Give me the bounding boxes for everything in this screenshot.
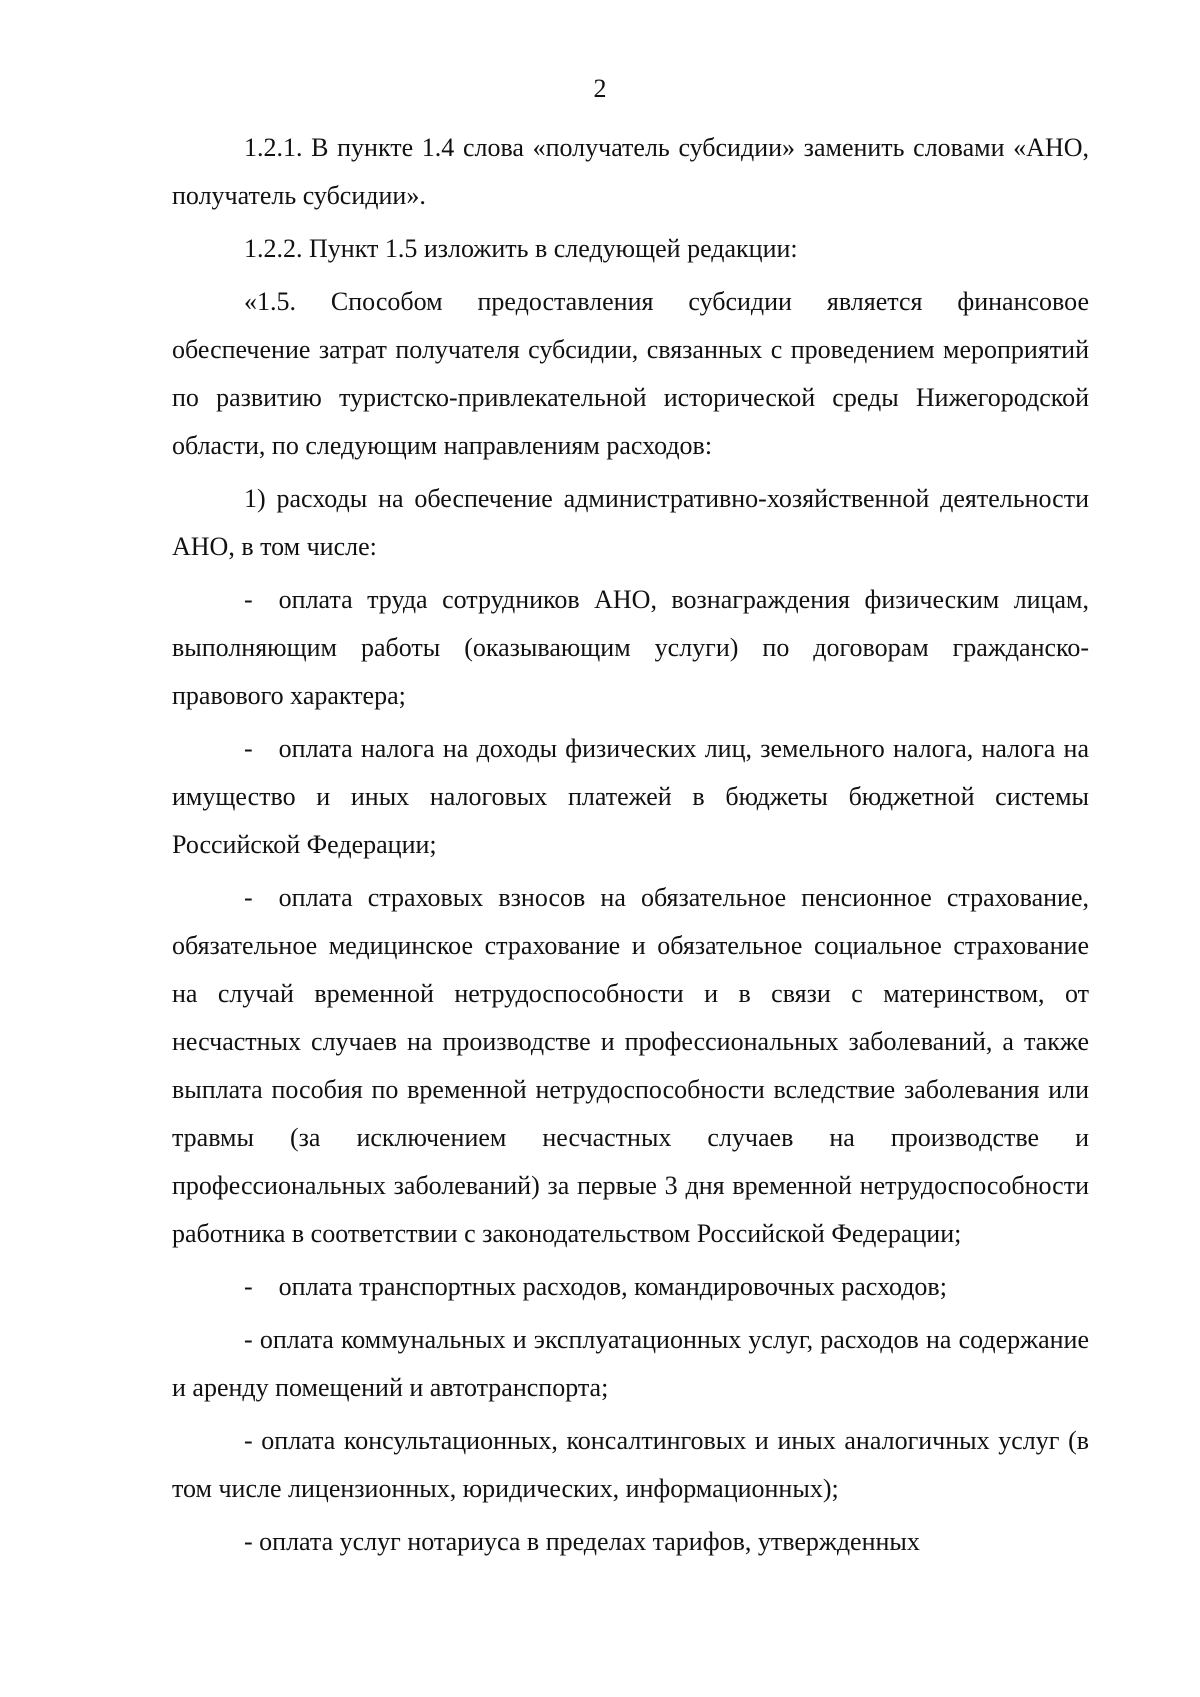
paragraph-1-5: «1.5. Способом предоставления субсидии является финансовое обеспечение затрат получателя субсидии, связанных с проведением мероприятий по развитию туристско-привлекательной исторической среды Нижегородской области, по следующим направлениям расходов: [172, 287, 1089, 460]
dash-item-labor: - оплата труда сотрудников АНО, вознаграждения физическим лицам, выполняющим работы (оказывающим услуги) по договорам гражданско-правового характера; [172, 585, 1089, 710]
paragraph-1-2-1: 1.2.1. В пункте 1.4 слова «получатель субсидии» заменить словами «АНО, получатель субсидии». [172, 133, 1089, 210]
paragraph-1-2-2: 1.2.2. Пункт 1.5 изложить в следующей редакции: [244, 234, 798, 263]
list-item-1: 1) расходы на обеспечение административно-хозяйственной деятельности АНО, в том числе: [172, 484, 1089, 561]
document-body [172, 124, 1089, 1571]
dash-item-utilities: - оплата коммунальных и эксплуатационных услуг, расходов на содержание и аренду помещений и автотранспорта; [172, 1325, 1089, 1402]
dash-item-consulting: - оплата консультационных, консалтинговых и иных аналогичных услуг (в том числе лицензионных, юридических, информационных); [172, 1426, 1089, 1503]
dash-item-insurance: - оплата страховых взносов на обязательное пенсионное страхование, обязательное медицинское страхование и обязательное социальное страхование на случай временной нетрудоспособности и в связи с материнством, от несчастных случаев на производстве и профессиональных заболеваний, а также выплата пособия по временной нетрудоспособности вследствие заболевания или травмы (за исключением несчастных случаев на производстве и профессиональных заболеваний) за первые 3 дня временной нетрудоспособности работника в соответствии с законодательством Российской Федерации; [172, 883, 1089, 1248]
page-number: 2 [593, 74, 607, 103]
dash-item-notary: - оплата услуг нотариуса в пределах тарифов, утвержденных [244, 1527, 920, 1556]
dash-item-transport: - оплата транспортных расходов, командировочных расходов; [244, 1272, 947, 1301]
dash-item-taxes: - оплата налога на доходы физических лиц, земельного налога, налога на имущество и иных налоговых платежей в бюджеты бюджетной системы Российской Федерации; [172, 734, 1089, 859]
